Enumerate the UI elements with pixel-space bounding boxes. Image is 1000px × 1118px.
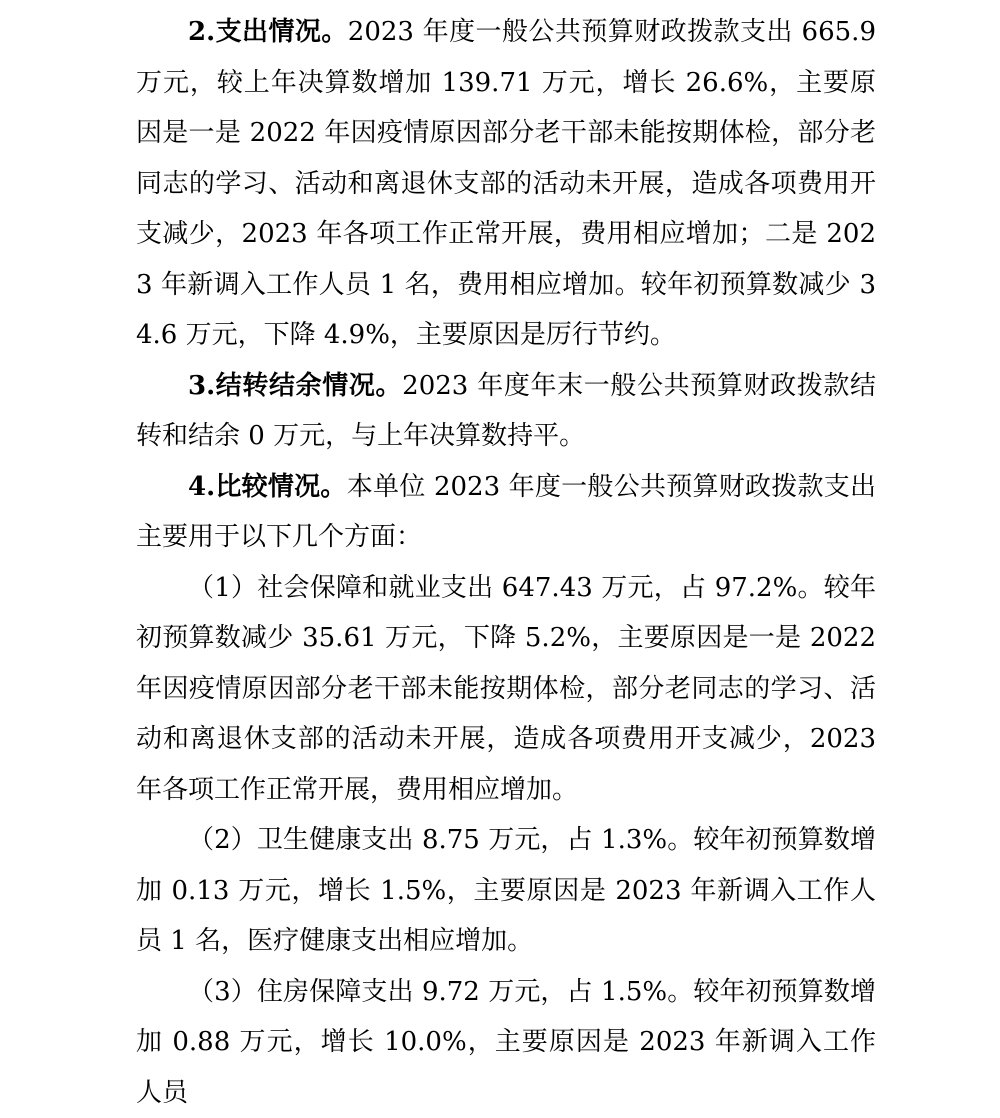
paragraph-carryover: [136, 361, 876, 462]
text-social-security: （1）社会保障和就业支出 647.43 万元，占 97.2%。较年初预算数减少 35.61 万元，下降 5.2%，主要原因是一是 2022 年因疫情原因部分老干部未能按期体检，部分老同志的学习、活动和离退休支部的活动未开展，造成各项费用开支减少，2023 年各项工作正常开展，费用相应增加。: [136, 573, 876, 805]
paragraph-housing: [136, 967, 876, 1118]
text-housing: （3）住房保障支出 9.72 万元，占 1.5%。较年初预算数增加 0.88 万元，增长 10.0%，主要原因是 2023 年新调入工作人员: [136, 977, 876, 1108]
document-page: [136, 0, 876, 1118]
paragraph-expenditure: [136, 0, 876, 361]
text-health: （2）卫生健康支出 8.75 万元，占 1.3%。较年初预算数增加 0.13 万元，增长 1.5%，主要原因是 2023 年新调入工作人员 1 名，医疗健康支出相应增加。: [136, 825, 876, 956]
paragraph-social-security: [136, 563, 876, 816]
paragraph-comparison: [136, 462, 876, 563]
paragraph-health: [136, 815, 876, 967]
heading-expenditure: 2.支出情况。: [188, 17, 348, 47]
heading-carryover: 3.结转结余情况。: [188, 371, 402, 401]
text-carryover: 2023 年度年末一般公共预算财政拨款结转和结余 0 万元，与上年决算数持平。: [136, 371, 876, 452]
text-expenditure: 2023 年度一般公共预算财政拨款支出 665.9 万元，较上年决算数增加 139.71 万元，增长 26.6%，主要原因是一是 2022 年因疫情原因部分老干部未能按期体检，部分老同志的学习、活动和离退休支部的活动未开展，造成各项费用开支减少，2023 年各项工作正常开展，费用相应增加；二是 2023 年新调入工作人员 1 名，费用相应增加。较年初预算数减少 34.6 万元，下降 4.9%，主要原因是厉行节约。: [136, 17, 876, 350]
heading-comparison: 4.比较情况。: [188, 472, 347, 502]
text-comparison: 本单位 2023 年度一般公共预算财政拨款支出主要用于以下几个方面：: [136, 472, 876, 553]
